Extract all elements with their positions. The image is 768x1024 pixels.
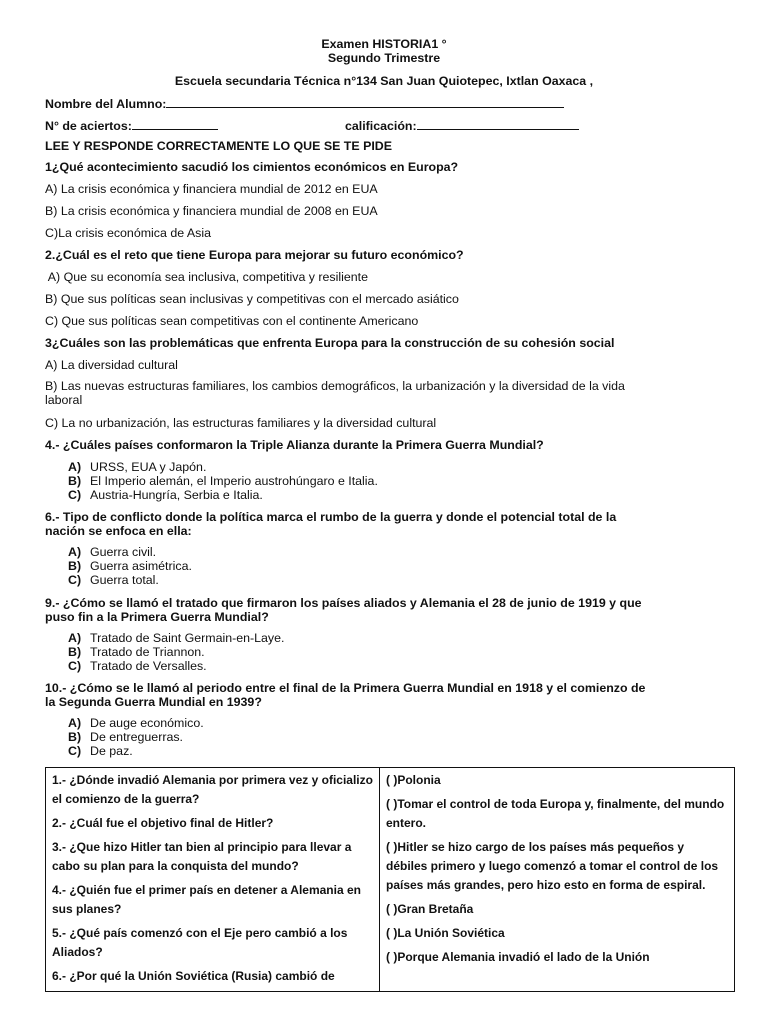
question-9: 9.- ¿Cómo se llamó el tratado que firmaron los países aliados y Alemania el 28 de junio de 1919 y que [45,596,642,610]
q1-option-c: C)La crisis económica de Asia [45,226,211,240]
match-question-5: 5.- ¿Qué país comenzó con el Eje pero cambió a los Aliados? [52,926,348,959]
q3-option-c: C) La no urbanización, las estructuras familiares y la diversidad cultural [45,416,437,430]
list-item: C) Guerra total. [68,573,159,587]
match-answer-3: ( )Hitler se hizo cargo de los países más pequeños y débiles primero y luego comenzó a tomar el control de los países más grandes, pero hizo esto en forma de espiral. [386,840,719,892]
q1-option-a: A) La crisis económica y financiera mundial de 2012 en EUA [45,182,378,196]
match-question-6: 6.- ¿Por qué la Unión Soviética (Rusia) cambió de [52,969,335,983]
question-6-cont: nación se enfoca en ella: [45,524,192,538]
table-row [46,768,735,992]
question-4: 4.- ¿Cuáles países conformaron la Triple Alianza durante la Primera Guerra Mundial? [45,438,544,452]
list-item: B) Tratado de Triannon. [68,645,205,659]
student-name-label: Nombre del Alumno: [45,97,167,111]
hits-label: N° de aciertos: [45,119,132,133]
match-answer-5: ( )La Unión Soviética [386,926,505,940]
question-2: 2.¿Cuál es el reto que tiene Europa para mejorar su futuro económico? [45,248,464,262]
q3-option-a: A) La diversidad cultural [45,358,178,372]
matching-table [45,767,735,992]
question-10: 10.- ¿Cómo se le llamó al periodo entre el final de la Primera Guerra Mundial en 1918 y el comienzo de [45,681,646,695]
match-question-2: 2.- ¿Cuál fue el objetivo final de Hitler? [52,816,274,830]
q3-option-b: B) Las nuevas estructuras familiares, los cambios demográficos, la urbanización y la diversidad de la vida [45,379,625,393]
list-item: A) Guerra civil. [68,545,157,559]
score-row [45,118,725,133]
q2-option-c: C) Que sus políticas sean competitivas con el continente Americano [45,314,419,328]
match-question-3: 3.- ¿Que hizo Hitler tan bien al principio para llevar a cabo su plan para la conquista del mundo? [52,840,352,873]
match-answer-1: ( )Polonia [386,773,441,787]
matching-answers [380,768,735,992]
question-6: 6.- Tipo de conflicto donde la política marca el rumbo de la guerra y donde el potencial total de la [45,510,617,524]
q9-options [68,631,284,673]
student-name-row [45,96,725,111]
q4-options [68,460,378,502]
list-item: C) De paz. [68,744,133,758]
school-name: Escuela secundaria Técnica n°134 San Juan Quiotepec, Ixtlan Oaxaca , [174,74,594,88]
matching-questions [46,768,380,992]
question-3: 3¿Cuáles son las problemáticas que enfrenta Europa para la construcción de su cohesión social [45,336,615,350]
q1-option-b: B) La crisis económica y financiera mundial de 2008 en EUA [45,204,378,218]
list-item: A) De auge económico. [68,716,204,730]
grade-field[interactable] [417,118,579,130]
student-name-field[interactable] [166,96,564,108]
list-item: C) Austria-Hungría, Serbia e Italia. [68,488,263,502]
match-question-4: 4.- ¿Quién fue el primer país en detener a Alemania en sus planes? [52,883,361,916]
list-item: C) Tratado de Versalles. [68,659,207,673]
list-item: A) Tratado de Saint Germain-en-Laye. [68,631,285,645]
q10-options [68,716,204,758]
exam-subtitle: Segundo Trimestre [327,51,441,65]
list-item: B) De entreguerras. [68,730,183,744]
exam-header [0,37,768,65]
list-item: B) Guerra asimétrica. [68,559,192,573]
match-answer-6: ( )Porque Alemania invadió el lado de la Unión [386,950,650,964]
question-9-cont: puso fin a la Primera Guerra Mundial? [45,610,269,624]
list-item: B) El Imperio alemán, el Imperio austrohúngaro e Italia. [68,474,378,488]
question-1: 1¿Qué acontecimiento sacudió los cimientos económicos en Europa? [45,160,459,174]
list-item: A) URSS, EUA y Japón. [68,460,207,474]
question-10-cont: la Segunda Guerra Mundial en 1939? [45,695,262,709]
match-question-1: 1.- ¿Dónde invadió Alemania por primera vez y oficializo el comienzo de la guerra? [52,773,373,806]
hits-field[interactable] [132,118,218,130]
q2-option-a: A) Que su economía sea inclusiva, competitiva y resiliente [45,270,368,284]
instructions: LEE Y RESPONDE CORRECTAMENTE LO QUE SE TE PIDE [45,139,392,153]
q6-options [68,545,192,587]
q3-option-b-cont: laboral [45,393,83,407]
match-answer-4: ( )Gran Bretaña [386,902,474,916]
q2-option-b: B) Que sus políticas sean inclusivas y competitivas con el mercado asiático [45,292,459,306]
grade-label: calificación: [345,119,417,133]
match-answer-2: ( )Tomar el control de toda Europa y, finalmente, del mundo entero. [386,797,725,830]
exam-title: Examen HISTORIA1 ° [321,37,447,51]
